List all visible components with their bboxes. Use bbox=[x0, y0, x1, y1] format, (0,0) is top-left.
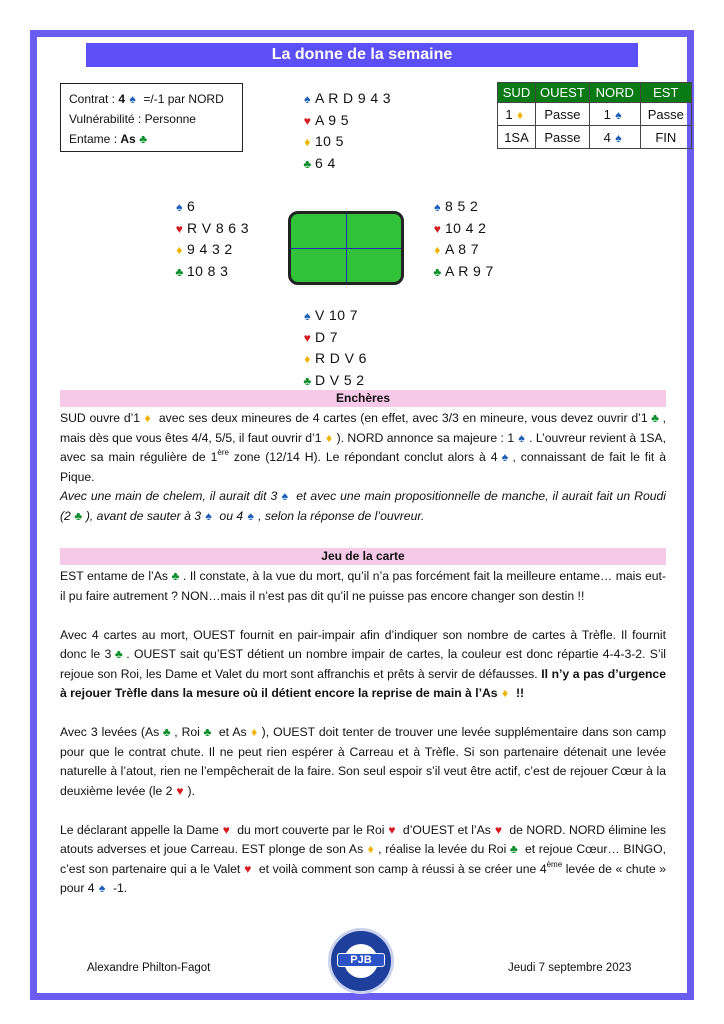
heart-icon: ♥ bbox=[433, 221, 442, 236]
contract-level: 4 bbox=[118, 92, 126, 106]
spade-icon: ♠ bbox=[615, 107, 622, 122]
club-icon: ♣ bbox=[139, 132, 148, 146]
north-clubs: 6 4 bbox=[315, 154, 336, 171]
west-spades: 6 bbox=[187, 198, 196, 214]
table-divider-horizontal bbox=[291, 248, 401, 249]
east-spades: 8 5 2 bbox=[445, 198, 479, 214]
west-hearts: R V 8 6 3 bbox=[187, 219, 249, 236]
jeu-paragraph: Le déclarant appelle la Dame ♥ du mort couverte par le Roi ♥ d’OUEST et l’As ♥ de NORD. NORD élimine les atouts adverses et joue Carreau. EST plonge de son As ♦ , réalise la levée du Roi ♣ et rejoue Cœur… BINGO, c’est son partenaire qui a le Valet ♥ et voilà comment son camp à réussi à se créer une 4ème levée de « chute » pour 4 ♠ -1. bbox=[60, 822, 667, 895]
page-title: La donne de la semaine bbox=[86, 43, 638, 67]
jeu-paragraph: EST entame de l’As ♣ . Il constate, à la vue du mort, qu’il n’a pas forcément fait la meilleure entame… mais eut-il pu faire autrement ? NON…mais il n’est pas dit qu’il ne puisse pas encore changer son destin !! bbox=[60, 569, 666, 603]
bid-cell: 1 ♠ bbox=[589, 103, 640, 126]
east-hearts: 10 4 2 bbox=[445, 219, 487, 236]
encheres-text bbox=[60, 409, 666, 526]
diamond-icon: ♦ bbox=[304, 352, 311, 366]
north-diamonds: 10 5 bbox=[315, 133, 344, 149]
north-hearts: A 9 5 bbox=[315, 111, 349, 128]
south-spades: V 10 7 bbox=[315, 307, 358, 323]
spade-icon: ♠ bbox=[434, 200, 441, 214]
hand-south bbox=[300, 305, 367, 391]
bid-cell: 1 ♦ bbox=[498, 103, 536, 126]
hand-west bbox=[172, 196, 249, 282]
jeu-text bbox=[60, 567, 666, 899]
vulnerability-line: Vulnérabilité : Personne bbox=[69, 112, 196, 126]
heart-icon: ♥ bbox=[175, 221, 184, 236]
section-title-jeu: Jeu de la carte bbox=[60, 548, 666, 565]
heart-icon: ♥ bbox=[303, 113, 312, 128]
diamond-icon: ♦ bbox=[517, 107, 524, 122]
contract-line bbox=[69, 89, 234, 109]
hand-north bbox=[300, 88, 391, 174]
south-hearts: D 7 bbox=[315, 328, 338, 345]
bid-cell: 1SA bbox=[498, 126, 536, 149]
bid-row bbox=[498, 103, 692, 126]
diamond-icon: ♦ bbox=[434, 243, 441, 257]
lead-line bbox=[69, 129, 234, 149]
heart-icon: ♥ bbox=[303, 330, 312, 345]
club-icon: ♣ bbox=[175, 264, 184, 279]
west-diamonds: 9 4 3 2 bbox=[187, 241, 233, 257]
jeu-paragraph: Avec 3 levées (As ♣ , Roi ♣ et As ♦ ), OUEST doit tenter de trouver une levée supplémentaire dans son camp pour que le contrat chute. Il ne peut rien espérer à Carreau et à Trèfle. Si son partenaire détenait une levée naturelle à l’atout, rien ne l’empêcherait de la faire. Son seul espoir s’il veut être actif, c’est de rejouer Cœur à la deuxième levée (le 2 ♥ ). bbox=[60, 725, 666, 798]
contract-box bbox=[60, 83, 243, 152]
diamond-icon: ♦ bbox=[176, 243, 183, 257]
encheres-paragraph: SUD ouvre d’1 ♦ avec ses deux mineures de 4 cartes (en effet, avec 3/3 en mineure, vous devez ouvrir d’1 ♣ , mais dès que vous êtes 4/4, 5/5, il faut ouvrir d’1 ♦ ). NORD annonce sa majeure : 1 ♠ . L’ouvreur revient à 1SA, avec sa main régulière de 1ère zone (12/14 H). Le répondant conclut alors à 4 ♠ , connaissant de fait le fit à Pique. bbox=[60, 411, 666, 484]
contract-label: Contrat : bbox=[69, 92, 119, 106]
spade-icon: ♠ bbox=[304, 309, 311, 323]
club-logo bbox=[328, 928, 394, 994]
east-clubs: A R 9 7 bbox=[445, 262, 494, 279]
jeu-paragraph: Avec 4 cartes au mort, OUEST fournit en pair-impair afin d’indiquer son nombre de cartes à Trèfle. Il fournit donc le 3 ♣ . OUEST sait qu’EST détient un nombre impair de cartes, la couleur est donc répartie 4-4-3-2. S’il rejoue son Roi, les Dame et Valet du mort sont affranchis et prêts à servir de défausses. Il n’y a pas d’urgence à rejouer Trèfle dans la mesure où il détient encore la reprise de main à l’As ♦ !! bbox=[60, 627, 666, 700]
spade-icon: ♠ bbox=[304, 92, 311, 106]
spade-icon: ♠ bbox=[129, 92, 136, 106]
section-title-encheres: Enchères bbox=[60, 390, 666, 407]
contract-result: =/-1 par NORD bbox=[140, 92, 224, 106]
bid-header-ouest: OUEST bbox=[536, 83, 590, 103]
club-icon: ♣ bbox=[433, 264, 442, 279]
bid-cell: Passe bbox=[536, 126, 590, 149]
club-icon: ♣ bbox=[303, 373, 312, 388]
spade-icon: ♠ bbox=[615, 130, 622, 145]
bid-cell: 4 ♠ bbox=[589, 126, 640, 149]
east-diamonds: A 8 7 bbox=[445, 241, 479, 257]
bid-cell: Passe bbox=[640, 103, 691, 126]
bidding-table bbox=[497, 82, 692, 149]
card-table-graphic bbox=[288, 211, 404, 285]
bid-row bbox=[498, 126, 692, 149]
bid-header-est: EST bbox=[640, 83, 691, 103]
south-clubs: D V 5 2 bbox=[315, 371, 365, 388]
footer-date: Jeudi 7 septembre 2023 bbox=[508, 962, 632, 974]
bid-cell: FIN bbox=[640, 126, 691, 149]
diamond-icon: ♦ bbox=[304, 135, 311, 149]
spade-icon: ♠ bbox=[176, 200, 183, 214]
logo-text: PJB bbox=[337, 953, 385, 967]
west-clubs: 10 8 3 bbox=[187, 262, 229, 279]
hand-east bbox=[430, 196, 494, 282]
bid-header-nord: NORD bbox=[589, 83, 640, 103]
bid-header-sud: SUD bbox=[498, 83, 536, 103]
bid-cell: Passe bbox=[536, 103, 590, 126]
south-diamonds: R D V 6 bbox=[315, 350, 367, 366]
lead-card: As bbox=[120, 132, 136, 146]
footer-author: Alexandre Philton-Fagot bbox=[87, 962, 211, 974]
club-icon: ♣ bbox=[303, 156, 312, 171]
north-spades: A R D 9 4 3 bbox=[315, 90, 391, 106]
encheres-paragraph-italic: Avec une main de chelem, il aurait dit 3 ♠ et avec une main propositionnelle de manche, il aurait fait un Roudi (2 ♣ ), avant de sauter à 3 ♠ ou 4 ♠ , selon la réponse de l’ouvreur. bbox=[60, 489, 667, 523]
lead-label: Entame : bbox=[69, 132, 121, 146]
